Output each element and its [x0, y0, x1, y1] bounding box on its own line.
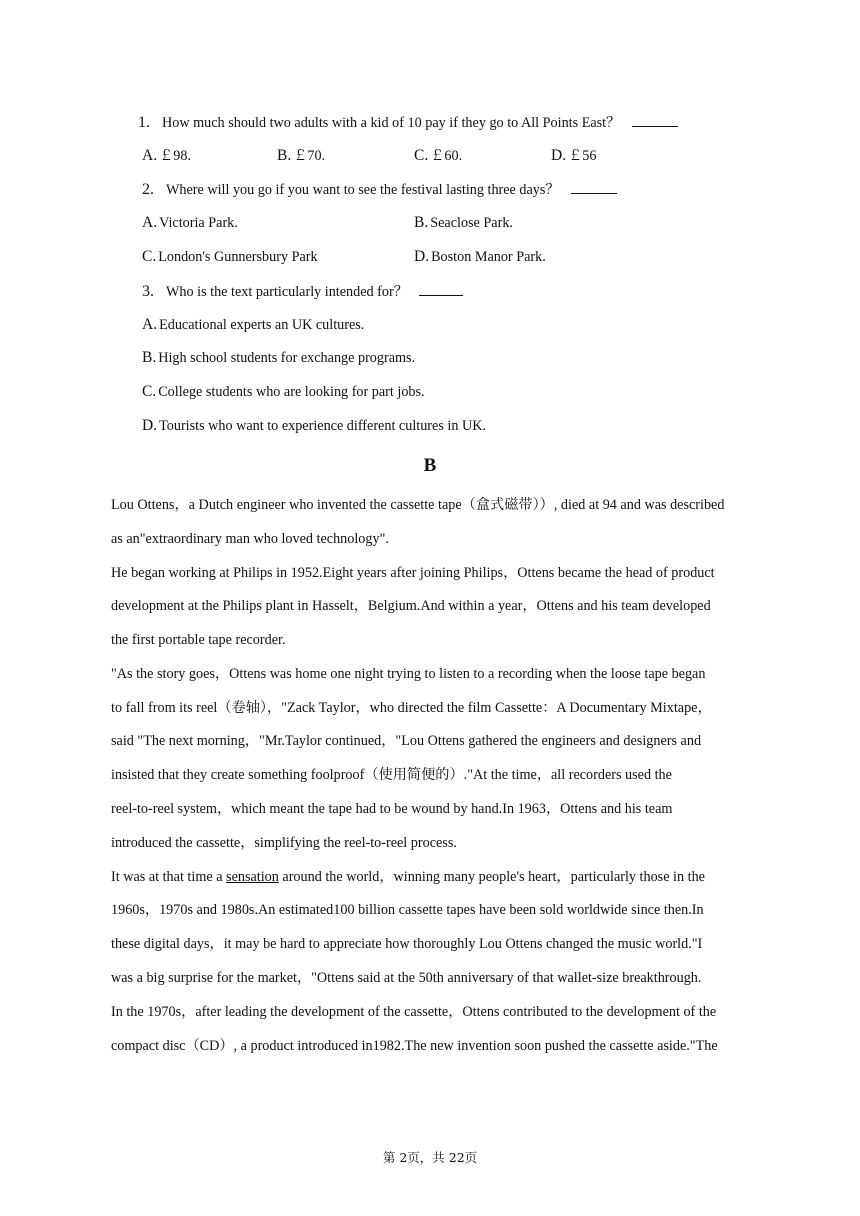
question-text: How much should two adults with a kid of 10 pay if they go to All Points East？	[162, 115, 621, 131]
section-title: B	[423, 455, 437, 476]
option-2a: A. Victoria Park.	[142, 214, 238, 231]
answer-blank	[632, 112, 678, 127]
question-text: Where will you go if you want to see the festival lasting three days？	[166, 182, 560, 198]
passage-line: In the 1970s，after leading the development of the cassette，Ottens contributed to the development of the	[111, 1004, 717, 1020]
passage-line: the first portable tape recorder.	[111, 632, 286, 648]
option-1a: A. ￡98.	[142, 147, 192, 164]
question-number: 1.	[138, 114, 150, 131]
page-footer: 第 2页，共 22页	[382, 1150, 478, 1165]
question-number: 3.	[142, 283, 154, 300]
passage-line: said "The next morning，"Mr.Taylor continued，"Lou Ottens gathered the engineers and designers and	[111, 733, 702, 749]
passage-line: reel-to-reel system，which meant the tape had to be wound by hand.In 1963，Ottens and his team	[111, 801, 673, 817]
question-3	[142, 281, 463, 302]
question-number: 2.	[142, 181, 154, 198]
option-3b: B. High school students for exchange programs.	[142, 349, 416, 366]
passage-line: to fall from its reel（卷轴），"Zack Taylor，who directed the film Cassette：A Documentary Mixtape，	[111, 700, 712, 716]
passage-line: these digital days，it may be hard to appreciate how thoroughly Lou Ottens changed the music world."I	[111, 936, 703, 952]
option-3a: A. Educational experts an UK cultures.	[142, 316, 365, 333]
question-text: Who is the text particularly intended for？	[166, 284, 408, 300]
answer-blank	[419, 281, 463, 296]
option-2d: D. Boston Manor Park.	[414, 248, 546, 265]
passage-line: Lou Ottens，a Dutch engineer who invented the cassette tape（盒式磁带））, died at 94 and was described	[111, 497, 725, 513]
option-1b: B. ￡70.	[277, 147, 326, 164]
passage-line: was a big surprise for the market，"Ottens said at the 50th anniversary of that wallet-size breakthrough.	[111, 970, 702, 986]
option-2b: B. Seaclose Park.	[414, 214, 513, 231]
underlined-word: sensation	[226, 869, 279, 885]
answer-blank	[571, 179, 617, 194]
option-1c: C. ￡60.	[414, 147, 463, 164]
passage-line: He began working at Philips in 1952.Eight years after joining Philips，Ottens became the head of product	[111, 565, 715, 581]
question-2	[142, 179, 617, 200]
passage-line: as an"extraordinary man who loved technology".	[111, 531, 389, 547]
passage-line: compact disc（CD）, a product introduced in1982.The new invention soon pushed the cassette aside."The	[111, 1038, 718, 1054]
option-3d: D. Tourists who want to experience different cultures in UK.	[142, 417, 487, 434]
option-3c: C. College students who are looking for part jobs.	[142, 383, 425, 400]
passage-line: development at the Philips plant in Hasselt，Belgium.And within a year，Ottens and his team developed	[111, 598, 711, 614]
option-2c: C. London's Gunnersbury Park	[142, 248, 318, 265]
question-1	[138, 112, 678, 133]
passage-line: 1960s，1970s and 1980s.An estimated100 billion cassette tapes have been sold worldwide since then.In	[111, 902, 704, 918]
passage-line-sensation: It was at that time a sensation around the world，winning many people's heart，particularly those in the	[111, 869, 705, 885]
passage-line: "As the story goes，Ottens was home one night trying to listen to a recording when the loose tape began	[111, 666, 706, 682]
passage-line: introduced the cassette，simplifying the reel-to-reel process.	[111, 835, 457, 851]
passage-line: insisted that they create something foolproof（使用简便的）."At the time，all recorders used the	[111, 767, 672, 783]
option-1d: D. ￡56	[551, 147, 597, 164]
